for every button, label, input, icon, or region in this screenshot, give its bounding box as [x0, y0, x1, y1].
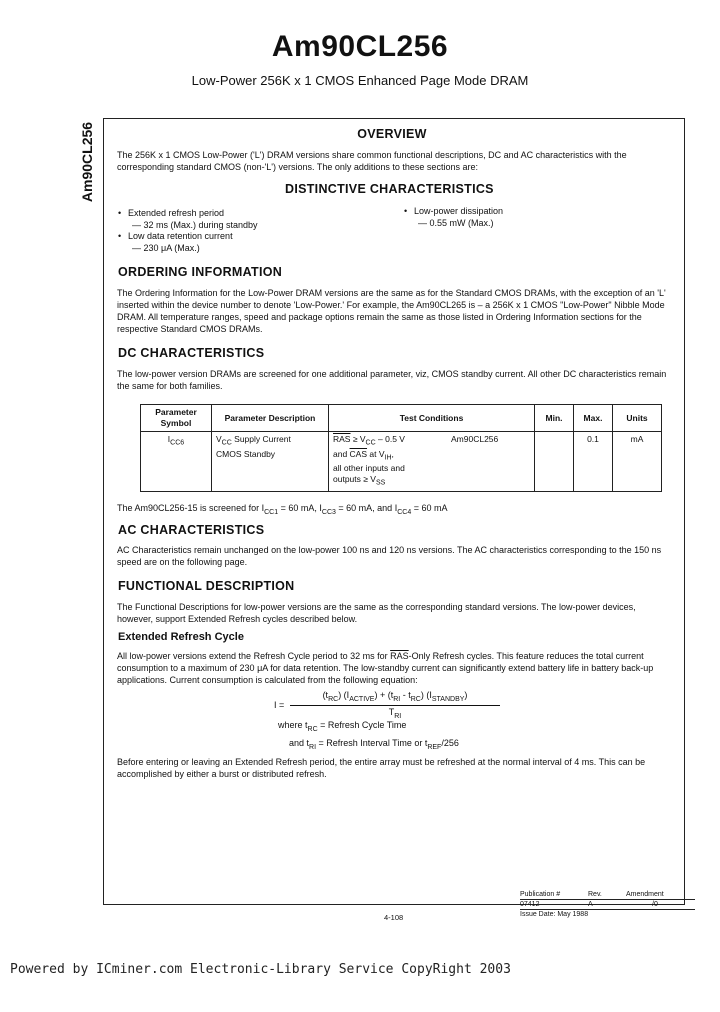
functional-text: The Functional Descriptions for low-power versions are the same as the corresponding standard versions. The low-power devices, however, support Extended Refresh cycles described below.	[117, 602, 636, 624]
col-header-min: Min.	[535, 405, 574, 432]
pub-header-amendment: Amendment	[626, 891, 664, 898]
ac-text: AC Characteristics remain unchanged on the low-power 100 ns and 120 ns versions. The AC characteristics corresponding to the 150 ns speed are on the following page.	[117, 545, 662, 567]
table-header-row	[141, 405, 662, 432]
distinctive-right-list	[404, 206, 644, 229]
publication-info	[520, 890, 695, 919]
side-label-text: Am90CL256	[79, 121, 95, 203]
page-number: 4-108	[384, 913, 404, 922]
extended-refresh-text: All low-power versions extend the Refresh Cycle period to 32 ms for $\overline{RAS}$-Only Refresh cycles. This feature reduces the total current consumption to a maximum of 230 μA for data retention. The low-standby current can significantly extend battery life in battery back-up applications. Current consumption is calculated from the following equation:	[117, 651, 654, 685]
list-item: • Low data retention current	[118, 231, 233, 241]
distinctive-left-list	[118, 208, 358, 254]
cell-description: $V_{CC}$ Supply Current CMOS Standby	[212, 432, 329, 492]
equation-lhs: I =	[274, 700, 285, 710]
pub-issue-date: Issue Date: May 1988	[520, 909, 695, 919]
ordering-heading: ORDERING INFORMATION	[118, 265, 283, 279]
col-header-description: Parameter Description	[212, 405, 329, 432]
document-subtitle: Low-Power 256K x 1 CMOS Enhanced Page Mode DRAM	[191, 73, 529, 88]
pub-header-number: Publication #	[520, 891, 561, 898]
fraction-bar	[290, 705, 500, 706]
closing-text: Before entering or leaving an Extended Refresh period, the entire array must be refreshed at the normal interval of 4 ms. This can be accomplished by either a burst or distributed refresh.	[117, 757, 646, 779]
cell-min	[535, 432, 574, 492]
list-item: — 0.55 mW (Max.)	[418, 217, 494, 228]
cell-conditions: $\overline{RAS} \ge V_{CC} - 0.5$ V and $\overline{CAS}$ at $V_{IH}$, all other inputs and outputs ≥ $V_{SS}$	[329, 432, 448, 492]
functional-heading: FUNCTIONAL DESCRIPTION	[118, 579, 295, 593]
col-header-units: Units	[613, 405, 662, 432]
pub-rev: A	[588, 901, 593, 908]
equation-and: and $t_{RI}$ = Refresh Interval Time or $t_{REF}/256$	[289, 738, 459, 751]
col-header-max: Max.	[574, 405, 613, 432]
equation-denominator: $T_{RI}$	[388, 707, 402, 720]
distinctive-heading: DISTINCTIVE CHARACTERISTICS	[285, 182, 494, 196]
footer-credit: Powered by ICminer.com Electronic-Library Service CopyRight 2003	[10, 962, 511, 977]
cell-symbol: $I_{CC6}$	[141, 432, 212, 492]
equation-where: where $t_{RC}$ = Refresh Cycle Time	[278, 720, 407, 733]
pub-number: 07412	[520, 901, 540, 908]
cell-units: mA	[613, 432, 662, 492]
list-item: • Low-power dissipation	[404, 206, 504, 216]
cell-device: Am90CL256	[447, 432, 535, 492]
list-item: — 230 μA (Max.)	[132, 242, 200, 253]
dc-heading: DC CHARACTERISTICS	[118, 346, 265, 360]
list-item: — 32 ms (Max.) during standby	[132, 219, 258, 230]
overview-text: The 256K x 1 CMOS Low-Power ('L') DRAM versions share common functional descriptions, DC and AC characteristics with the corresponding standard CMOS (non-'L') versions. The only additions to these sections are:	[117, 150, 627, 172]
dc-screen-text: The Am90CL256-15 is screened for $I_{CC1} = 60$ mA, $I_{CC3} = 60$ mA, and $I_{CC4} = 60$ mA	[117, 503, 448, 516]
col-header-conditions: Test Conditions	[329, 405, 535, 432]
equation-numerator: $(t_{RC}) (I_{ACTIVE}) + (t_{RI} - t_{RC})$ $(I_{STANDBY})$	[322, 690, 468, 703]
pub-amendment: /0	[652, 901, 658, 908]
dc-table	[140, 404, 662, 492]
pub-header-rev: Rev.	[588, 891, 602, 898]
list-item: • Extended refresh period	[118, 208, 225, 218]
ac-heading: AC CHARACTERISTICS	[118, 523, 265, 537]
ordering-text: The Ordering Information for the Low-Power DRAM versions are the same as for the Standard CMOS DRAMs, with the exception of an 'L' inserted within the device number to denote 'Low-Power.' For example, the Am90CL265 is – a 256K x 1 CMOS "Low-Power" Nibble Mode DRAM. All temperature ranges, speed and package options remain the same as those listed in Ordering Information sections for the respective Standard CMOS DRAMs.	[117, 288, 666, 334]
extended-refresh-heading: Extended Refresh Cycle	[118, 631, 244, 643]
overview-heading: OVERVIEW	[357, 127, 427, 141]
document-title: Am90CL256	[271, 30, 449, 63]
table-row	[141, 432, 662, 492]
col-header-symbol: Parameter Symbol	[141, 405, 212, 432]
cell-max: 0.1	[574, 432, 613, 492]
dc-text: The low-power version DRAMs are screened for one additional parameter, viz, CMOS standby current. All other DC characteristics remain the same for both families.	[117, 369, 667, 391]
